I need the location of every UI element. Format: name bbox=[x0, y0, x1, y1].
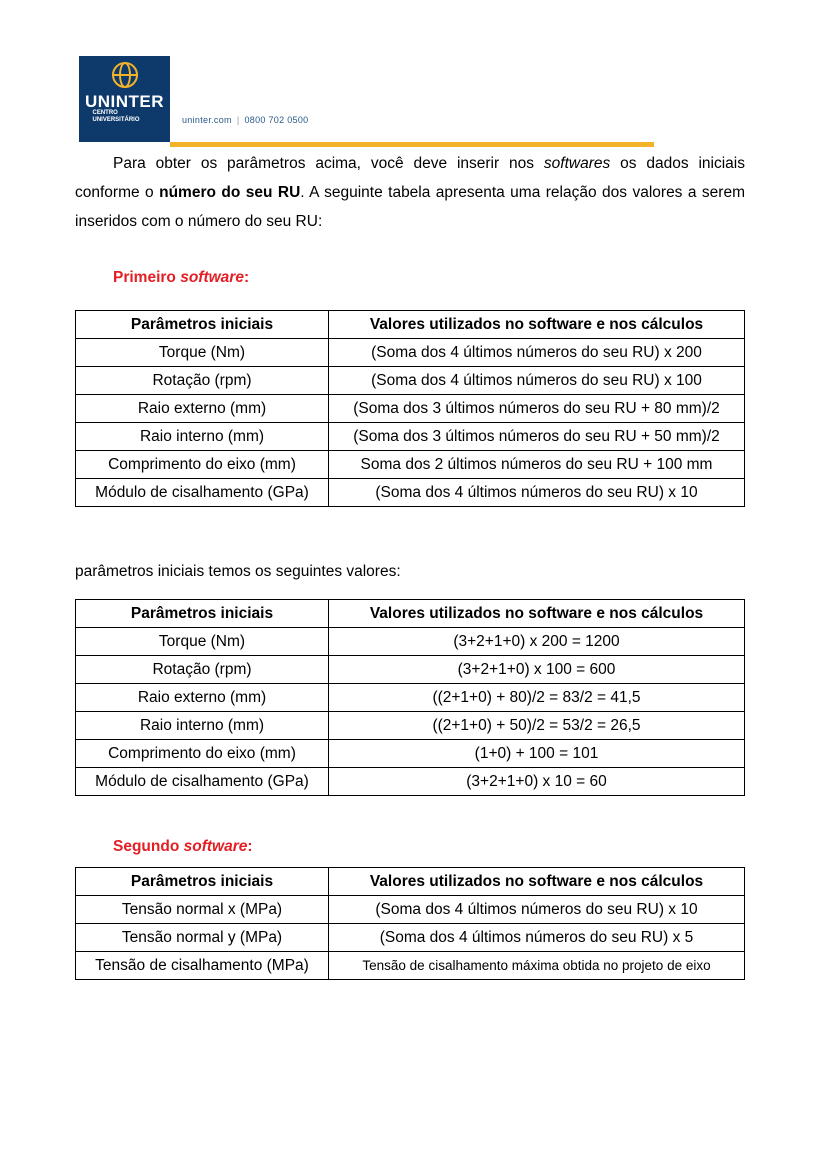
param-cell: Tensão de cisalhamento (MPa) bbox=[76, 952, 329, 980]
section2-label: Segundo bbox=[113, 838, 184, 855]
param-cell: Tensão normal x (MPa) bbox=[76, 896, 329, 924]
value-cell: (Soma dos 3 últimos números do seu RU + 80 mm)/2 bbox=[329, 395, 745, 423]
uninter-logo bbox=[79, 56, 170, 142]
contact-separator: | bbox=[236, 115, 240, 125]
table-second-software bbox=[75, 867, 745, 980]
value-cell: ((2+1+0) + 50)/2 = 53/2 = 26,5 bbox=[329, 712, 745, 740]
table-row bbox=[76, 479, 745, 507]
value-cell: (Soma dos 4 últimos números do seu RU) x 5 bbox=[329, 924, 745, 952]
table-row bbox=[76, 656, 745, 684]
phone-number: 0800 702 0500 bbox=[244, 115, 309, 125]
header-parameters: Parâmetros iniciais bbox=[76, 868, 329, 896]
param-cell: Rotação (rpm) bbox=[76, 656, 329, 684]
table-row bbox=[76, 423, 745, 451]
value-cell: (Soma dos 4 últimos números do seu RU) x 10 bbox=[329, 479, 745, 507]
table-row bbox=[76, 896, 745, 924]
table-header-row bbox=[76, 868, 745, 896]
param-cell: Módulo de cisalhamento (GPa) bbox=[76, 768, 329, 796]
header-parameters: Parâmetros iniciais bbox=[76, 311, 329, 339]
table-row bbox=[76, 339, 745, 367]
section1-label: Primeiro bbox=[113, 269, 181, 286]
logo-sub-1: CENTRO bbox=[92, 110, 118, 116]
table-row bbox=[76, 712, 745, 740]
value-cell: ((2+1+0) + 80)/2 = 83/2 = 41,5 bbox=[329, 684, 745, 712]
value-cell: (Soma dos 3 últimos números do seu RU + 50 mm)/2 bbox=[329, 423, 745, 451]
header-values: Valores utilizados no software e nos cálculos bbox=[329, 311, 745, 339]
logo-sub-2: UNIVERSITÁRIO bbox=[92, 117, 140, 123]
table-example-values bbox=[75, 599, 745, 796]
intro-text-1: Para obter os parâmetros acima, você deve inserir nos bbox=[113, 155, 544, 172]
section-title-second-software bbox=[113, 838, 253, 856]
param-cell: Raio externo (mm) bbox=[76, 684, 329, 712]
table-row bbox=[76, 684, 745, 712]
logo-name: UNINTER bbox=[84, 92, 165, 111]
value-cell: Tensão de cisalhamento máxima obtida no projeto de eixo bbox=[329, 952, 745, 980]
value-cell: (Soma dos 4 últimos números do seu RU) x 10 bbox=[329, 896, 745, 924]
section1-label-italic: software bbox=[180, 269, 244, 286]
intro-text-3: os dados iniciais conforme o bbox=[75, 155, 745, 201]
param-cell: Raio externo (mm) bbox=[76, 395, 329, 423]
header-values: Valores utilizados no software e nos cálculos bbox=[329, 868, 745, 896]
param-cell: Tensão normal y (MPa) bbox=[76, 924, 329, 952]
intro-text-5: . A seguinte tabela apresenta uma relação dos valores a serem inseridos com o número do seu RU: bbox=[75, 184, 745, 230]
value-cell: Soma dos 2 últimos números do seu RU + 100 mm bbox=[329, 451, 745, 479]
param-cell: Torque (Nm) bbox=[76, 339, 329, 367]
table-row bbox=[76, 768, 745, 796]
value-cell: (3+2+1+0) x 10 = 60 bbox=[329, 768, 745, 796]
value-cell: (Soma dos 4 últimos números do seu RU) x 200 bbox=[329, 339, 745, 367]
table-row bbox=[76, 952, 745, 980]
table-row bbox=[76, 451, 745, 479]
param-cell: Raio interno (mm) bbox=[76, 423, 329, 451]
intro-paragraph bbox=[75, 149, 745, 236]
section-title-first-software bbox=[113, 269, 249, 287]
section2-label-end: : bbox=[247, 838, 253, 855]
table-first-software bbox=[75, 310, 745, 507]
table-row bbox=[76, 924, 745, 952]
table-row bbox=[76, 367, 745, 395]
header-values: Valores utilizados no software e nos cálculos bbox=[329, 600, 745, 628]
section2-label-italic: software bbox=[183, 838, 248, 855]
value-cell: (1+0) + 100 = 101 bbox=[329, 740, 745, 768]
table-row bbox=[76, 628, 745, 656]
table-header-row bbox=[76, 311, 745, 339]
intro-text-bold: número do seu RU bbox=[159, 184, 301, 201]
param-cell: Comprimento do eixo (mm) bbox=[76, 451, 329, 479]
table-header-row bbox=[76, 600, 745, 628]
param-cell: Rotação (rpm) bbox=[76, 367, 329, 395]
value-cell: (3+2+1+0) x 200 = 1200 bbox=[329, 628, 745, 656]
param-cell: Comprimento do eixo (mm) bbox=[76, 740, 329, 768]
site-link[interactable]: uninter.com bbox=[182, 115, 232, 125]
param-cell: Módulo de cisalhamento (GPa) bbox=[76, 479, 329, 507]
value-cell: (Soma dos 4 últimos números do seu RU) x 100 bbox=[329, 367, 745, 395]
table-row bbox=[76, 395, 745, 423]
value-cell: (3+2+1+0) x 100 = 600 bbox=[329, 656, 745, 684]
header-contact bbox=[182, 115, 308, 125]
param-cell: Torque (Nm) bbox=[76, 628, 329, 656]
table-row bbox=[76, 740, 745, 768]
section1-label-end: : bbox=[243, 269, 250, 286]
globe-icon bbox=[112, 62, 138, 88]
intro-text-italic: softwares bbox=[543, 155, 611, 172]
header-parameters: Parâmetros iniciais bbox=[76, 600, 329, 628]
header-rule bbox=[170, 142, 654, 147]
param-cell: Raio interno (mm) bbox=[76, 712, 329, 740]
example-intro-line: parâmetros iniciais temos os seguintes valores: bbox=[75, 563, 401, 580]
